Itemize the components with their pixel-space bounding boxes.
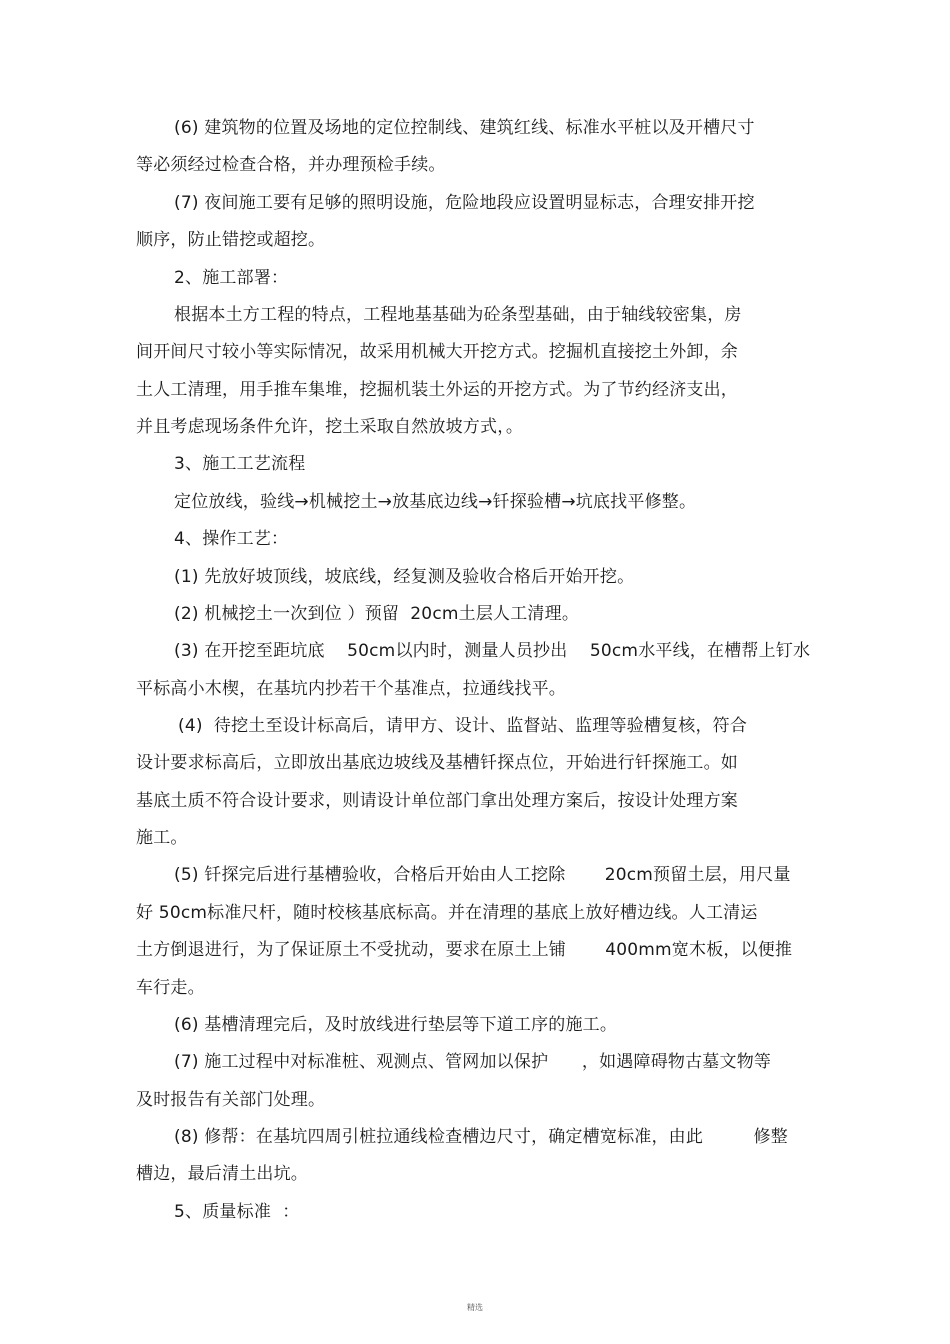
text-line: (7) 施工过程中对标准桩、观测点、管网加以保护 ，如遇障碍物古墓文物等 [174, 1052, 772, 1072]
text-line: (5) 钎探完后进行基槽验收，合格后开始由人工挖除 20cm预留土层，用尺量 [174, 865, 791, 885]
text-line: 顺序，防止错挖或超挖。 [136, 230, 326, 250]
text-line: 并且考虑现场条件允许，挖土采取自然放坡方式，。 [136, 417, 524, 437]
text-line: (6) 基槽清理完后，及时放线进行垫层等下道工序的施工。 [174, 1015, 618, 1035]
text-line: (7) 夜间施工要有足够的照明设施，危险地段应设置明显标志，合理安排开挖 [174, 193, 755, 213]
text-line: 好 50cm标准尺杆，随时校核基底标高。并在清理的基底上放好槽边线。人工清运 [136, 903, 758, 923]
text-line: 土方倒退进行，为了保证原土不受扰动，要求在原土上铺 400mm宽木板，以便推 [136, 940, 793, 960]
section-heading: 5、质量标准 ： [174, 1202, 300, 1222]
text-line: 土人工清理，用手推车集堆，挖掘机装土外运的开挖方式。为了节约经济支出， [136, 380, 738, 400]
text-line: 及时报告有关部门处理。 [136, 1090, 326, 1110]
text-line: (8) 修帮：在基坑四周引桩拉通线检查槽边尺寸，确定槽宽标准，由此 修整 [174, 1127, 788, 1147]
text-line: (1) 先放好坡顶线，坡底线，经复测及验收合格后开始开挖。 [174, 567, 635, 587]
text-line: 车行走。 [136, 978, 205, 998]
text-line: 间开间尺寸较小等实际情况，故采用机械大开挖方式。挖掘机直接挖土外卸，余 [136, 342, 738, 362]
text-line: 设计要求标高后，立即放出基底边坡线及基槽钎探点位，开始进行钎探施工。如 [136, 753, 738, 773]
text-line: 定位放线，验线→机械挖土→放基底边线→钎探验槽→坑底找平修整。 [174, 492, 697, 512]
text-line: (6) 建筑物的位置及场地的定位控制线、建筑红线、标准水平桩以及开槽尺寸 [174, 118, 755, 138]
text-line: 基底土质不符合设计要求，则请设计单位部门拿出处理方案后，按设计处理方案 [136, 791, 738, 811]
text-line: 槽边，最后清土出坑。 [136, 1164, 308, 1184]
text-line: 根据本土方工程的特点，工程地基基础为砼条型基础，由于轴线较密集，房 [174, 305, 742, 325]
page-footer: 精选 [467, 1303, 483, 1312]
text-line: (3) 在开挖至距坑底 50cm以内时，测量人员抄出 50cm水平线，在槽帮上钉水 [174, 641, 811, 661]
text-line: 施工。 [136, 828, 188, 848]
text-line: 平标高小木楔，在基坑内抄若干个基准点，拉通线找平。 [136, 679, 566, 699]
section-heading: 2、施工部署： [174, 268, 289, 288]
section-heading: 4、操作工艺： [174, 529, 289, 549]
section-heading: 3、施工工艺流程 [174, 454, 306, 474]
text-line: (2) 机械挖土一次到位 ）预留 20cm土层人工清理。 [174, 604, 580, 624]
text-line: (4) 待挖土至设计标高后，请甲方、设计、监督站、监理等验槽复核，符合 [178, 716, 748, 736]
text-line: 等必须经过检查合格，并办理预检手续。 [136, 155, 446, 175]
